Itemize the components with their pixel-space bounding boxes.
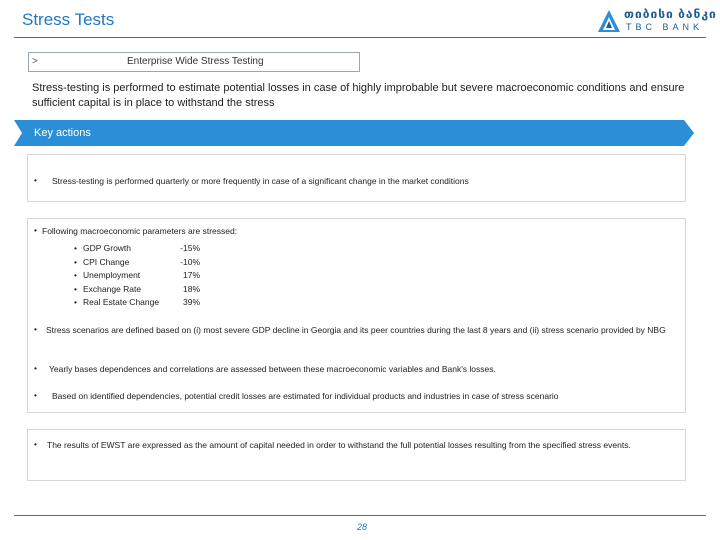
logo-text-latin: TBC BANK <box>626 22 704 32</box>
bullet-marker: • <box>34 439 37 449</box>
banner-label: Key actions <box>34 127 91 139</box>
bullet-marker: • <box>34 363 37 373</box>
bullet-marker: • <box>34 225 37 235</box>
credit-loss-text: Based on identified dependencies, potential credit losses are estimated for individual products and industries in case of stress scenario <box>52 391 559 401</box>
footer-divider <box>14 515 706 516</box>
bullet-marker: • <box>74 270 77 280</box>
page-title: Stress Tests <box>22 10 115 29</box>
param-value-exchange-rate: 18% <box>182 284 200 294</box>
param-name-exchange-rate: Exchange Rate <box>83 284 142 294</box>
param-value-cpi: -10% <box>180 257 200 267</box>
bullet-marker: • <box>34 390 37 400</box>
bank-logo <box>596 6 717 36</box>
bullet-marker: • <box>74 297 77 307</box>
bullet-marker: • <box>74 243 77 253</box>
bullet-marker: • <box>34 324 37 334</box>
param-name-gdp: GDP Growth <box>83 243 132 253</box>
scenario-text: Stress scenarios are defined based on (i) most severe GDP decline in Georgia and its peer countries during the last 8 years and (ii) stress scenario provided by NBG <box>46 325 666 335</box>
breadcrumb-arrow-icon: > <box>32 56 38 67</box>
correlation-text: Yearly bases dependences and correlations are assessed between these macroeconomic variables and Bank's losses. <box>49 364 496 374</box>
key-actions-banner <box>14 120 694 146</box>
param-name-unemployment: Unemployment <box>83 270 141 280</box>
param-value-gdp: -15% <box>180 243 200 253</box>
frequency-text: Stress-testing is performed quarterly or more frequently in case of a significant change in the market conditions <box>52 176 469 186</box>
bullet-marker: • <box>74 284 77 294</box>
breadcrumb-label: Enterprise Wide Stress Testing <box>127 56 264 67</box>
title-divider <box>14 37 706 38</box>
param-name-real-estate: Real Estate Change <box>83 297 160 307</box>
results-panel <box>27 429 686 481</box>
logo-text-georgian: თიბისი ბანკი <box>624 7 717 21</box>
results-text: The results of EWST are expressed as the amount of capital needed in order to withstand the full potential losses resulting from the specified stress events. <box>47 440 631 450</box>
breadcrumb[interactable] <box>28 52 360 72</box>
parameters-intro: Following macroeconomic parameters are stressed: <box>42 226 238 236</box>
bullet-marker: • <box>74 257 77 267</box>
bullet-marker: • <box>34 175 37 185</box>
param-name-cpi: CPI Change <box>83 257 130 267</box>
param-value-unemployment: 17% <box>182 270 200 280</box>
intro-text: Stress-testing is performed to estimate potential losses in case of highly improbable but severe macroeconomic conditions and ensure sufficient capital is in place to withstand the stress <box>32 82 685 109</box>
logo-emblem-icon <box>596 8 622 34</box>
page-number: 28 <box>356 522 367 532</box>
param-value-real-estate: 39% <box>182 297 200 307</box>
